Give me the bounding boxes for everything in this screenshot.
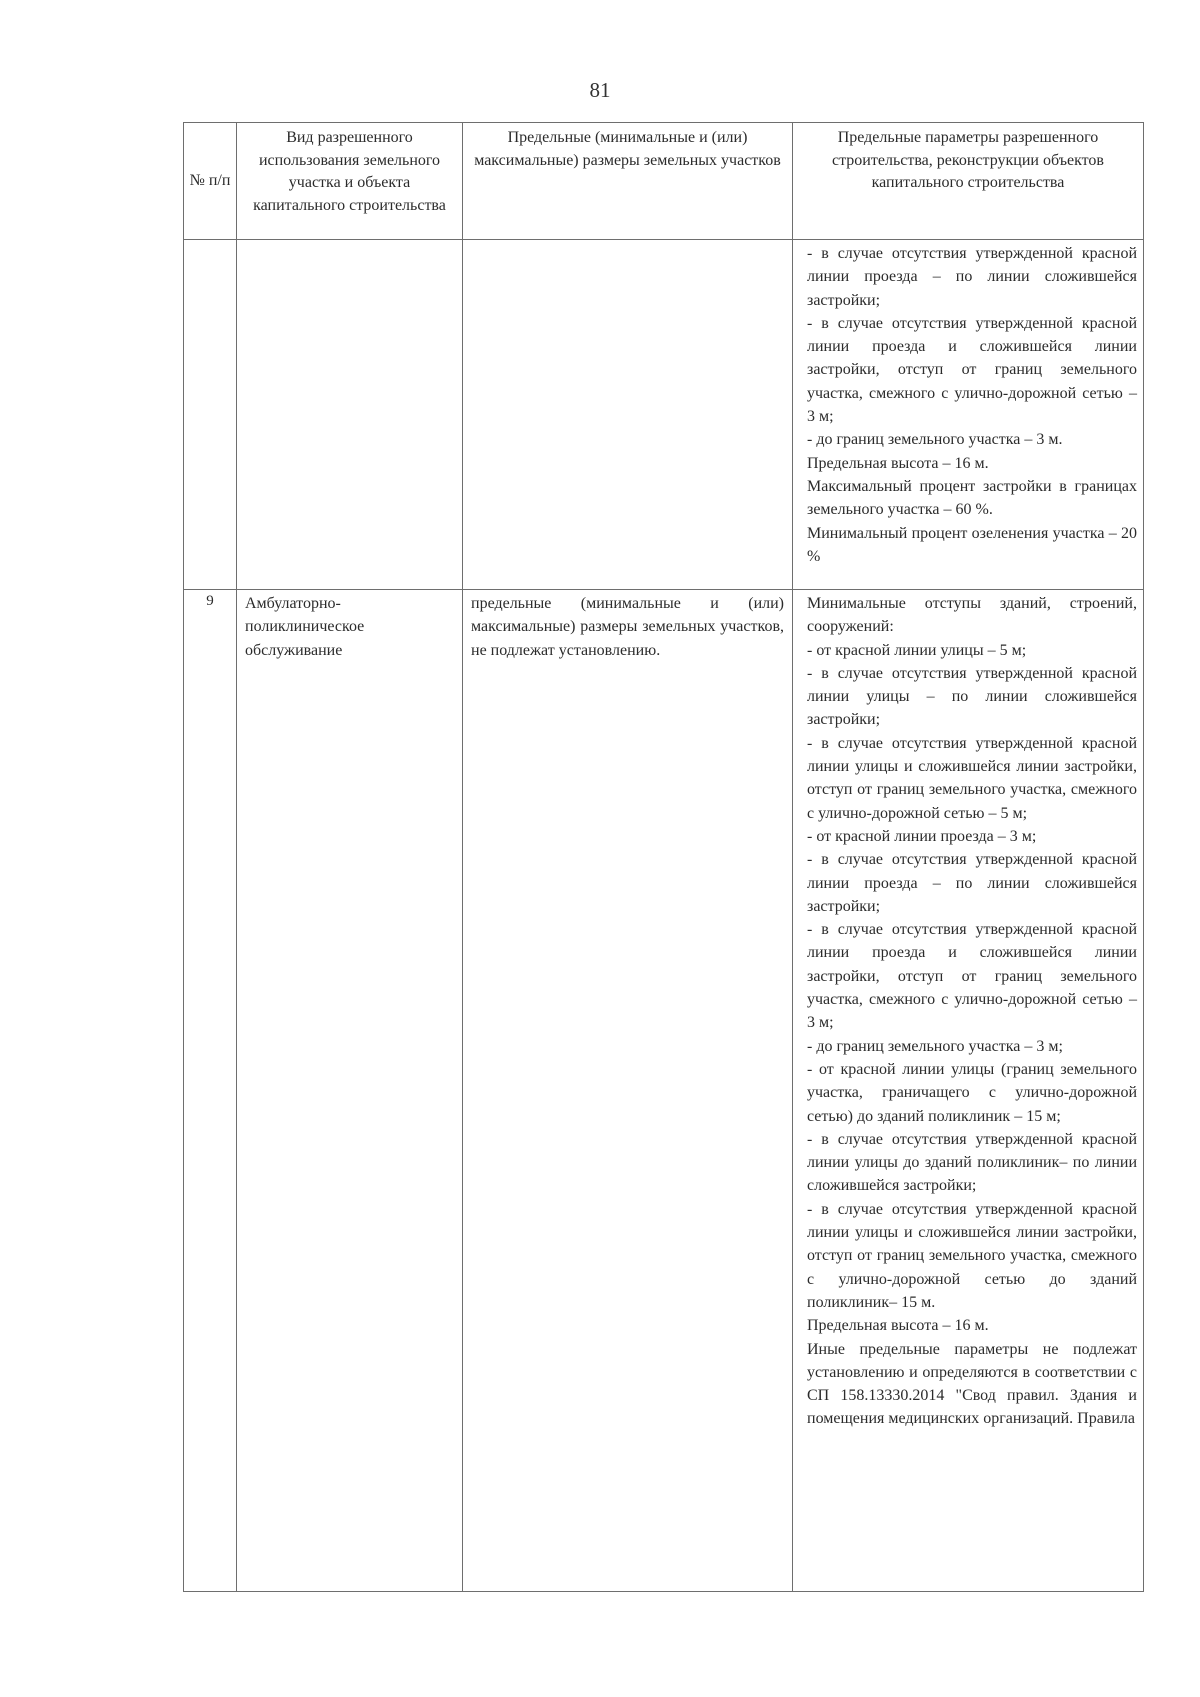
- header-use-type: Вид разрешенного использования земельного участка и объекта капитального строительства: [237, 123, 463, 240]
- table-row-continuation: [184, 240, 1144, 590]
- plot-sizes-text: предельные (минимальные и (или) максимальные) размеры земельных участков, не подлежат установлению.: [471, 595, 784, 659]
- param-line: - до границ земельного участка – 3 м.: [807, 431, 1063, 449]
- param-line: - до границ земельного участка – 3 м;: [807, 1037, 1063, 1055]
- cell-plot-sizes-empty: [463, 240, 793, 590]
- param-line: Минимальные отступы зданий, строений, сооружений:: [807, 595, 1137, 636]
- page-number: 81: [589, 78, 611, 102]
- param-line: Иные предельные параметры не подлежат установлению и определяются в соответствии с СП 158.13330.2014 "Свод правил. Здания и помещения медицинских организаций. Правила: [807, 1340, 1137, 1428]
- param-line: - в случае отсутствия утвержденной красной линии улицы и сложившейся линии застройки, отступ от границ земельного участка, смежного с улично-дорожной сетью до зданий поликлиник– 15 м.: [807, 1200, 1137, 1311]
- cell-use-type-empty: [237, 240, 463, 590]
- table-row-9: [184, 590, 1144, 1592]
- param-line: - в случае отсутствия утвержденной красной линии проезда – по линии сложившейся застройки;: [807, 851, 1137, 915]
- param-line: - в случае отсутствия утвержденной красной линии улицы – по линии сложившейся застройки;: [807, 664, 1137, 729]
- cell-use-type: [237, 590, 463, 1592]
- param-line: - в случае отсутствия утвержденной красной линии улицы и сложившейся линии застройки, отступ от границ земельного участка, смежного с улично-дорожной сетью – 5 м;: [807, 734, 1137, 822]
- param-line: - от красной линии улицы – 5 м;: [807, 641, 1027, 659]
- regulations-table: [183, 122, 1144, 1592]
- cell-number-empty: [184, 240, 237, 590]
- use-type-text: Амбулаторно-поликлиническое обслуживание: [245, 595, 365, 659]
- cell-plot-sizes: [463, 590, 793, 1592]
- header-plot-sizes: Предельные (минимальные и (или) максимальные) размеры земельных участков: [463, 123, 793, 240]
- param-line: - в случае отсутствия утвержденной красной линии улицы до зданий поликлиник– по линии сложившейся застройки;: [807, 1130, 1137, 1195]
- param-line: Минимальный процент озеленения участка – 20 %: [807, 524, 1137, 565]
- param-line: Максимальный процент застройки в границах земельного участка – 60 %.: [807, 477, 1137, 519]
- param-line: - в случае отсутствия утвержденной красной линии проезда и сложившейся линии застройки, отступ от границ земельного участка, смежного с улично-дорожной сетью – 3 м;: [807, 314, 1137, 426]
- header-number: № п/п: [184, 123, 237, 240]
- cell-row-number: 9: [184, 590, 237, 1592]
- param-line: - от красной линии улицы (границ земельного участка, граничащего с улично-дорожной сетью) до зданий поликлиник – 15 м;: [807, 1060, 1137, 1125]
- param-line: Предельная высота – 16 м.: [807, 454, 989, 472]
- table-header-row: [184, 123, 1144, 240]
- param-line: - в случае отсутствия утвержденной красной линии проезда – по линии сложившейся застройки;: [807, 245, 1137, 309]
- param-line: - в случае отсутствия утвержденной красной линии проезда и сложившейся линии застройки, отступ от границ земельного участка, смежного с улично-дорожной сетью – 3 м;: [807, 921, 1137, 1032]
- cell-params: [793, 590, 1144, 1592]
- header-construction-params: Предельные параметры разрешенного строительства, реконструкции объектов капитального строительства: [793, 123, 1144, 240]
- cell-params: [793, 240, 1144, 590]
- param-line: - от красной линии проезда – 3 м;: [807, 827, 1037, 845]
- param-line: Предельная высота – 16 м.: [807, 1317, 989, 1335]
